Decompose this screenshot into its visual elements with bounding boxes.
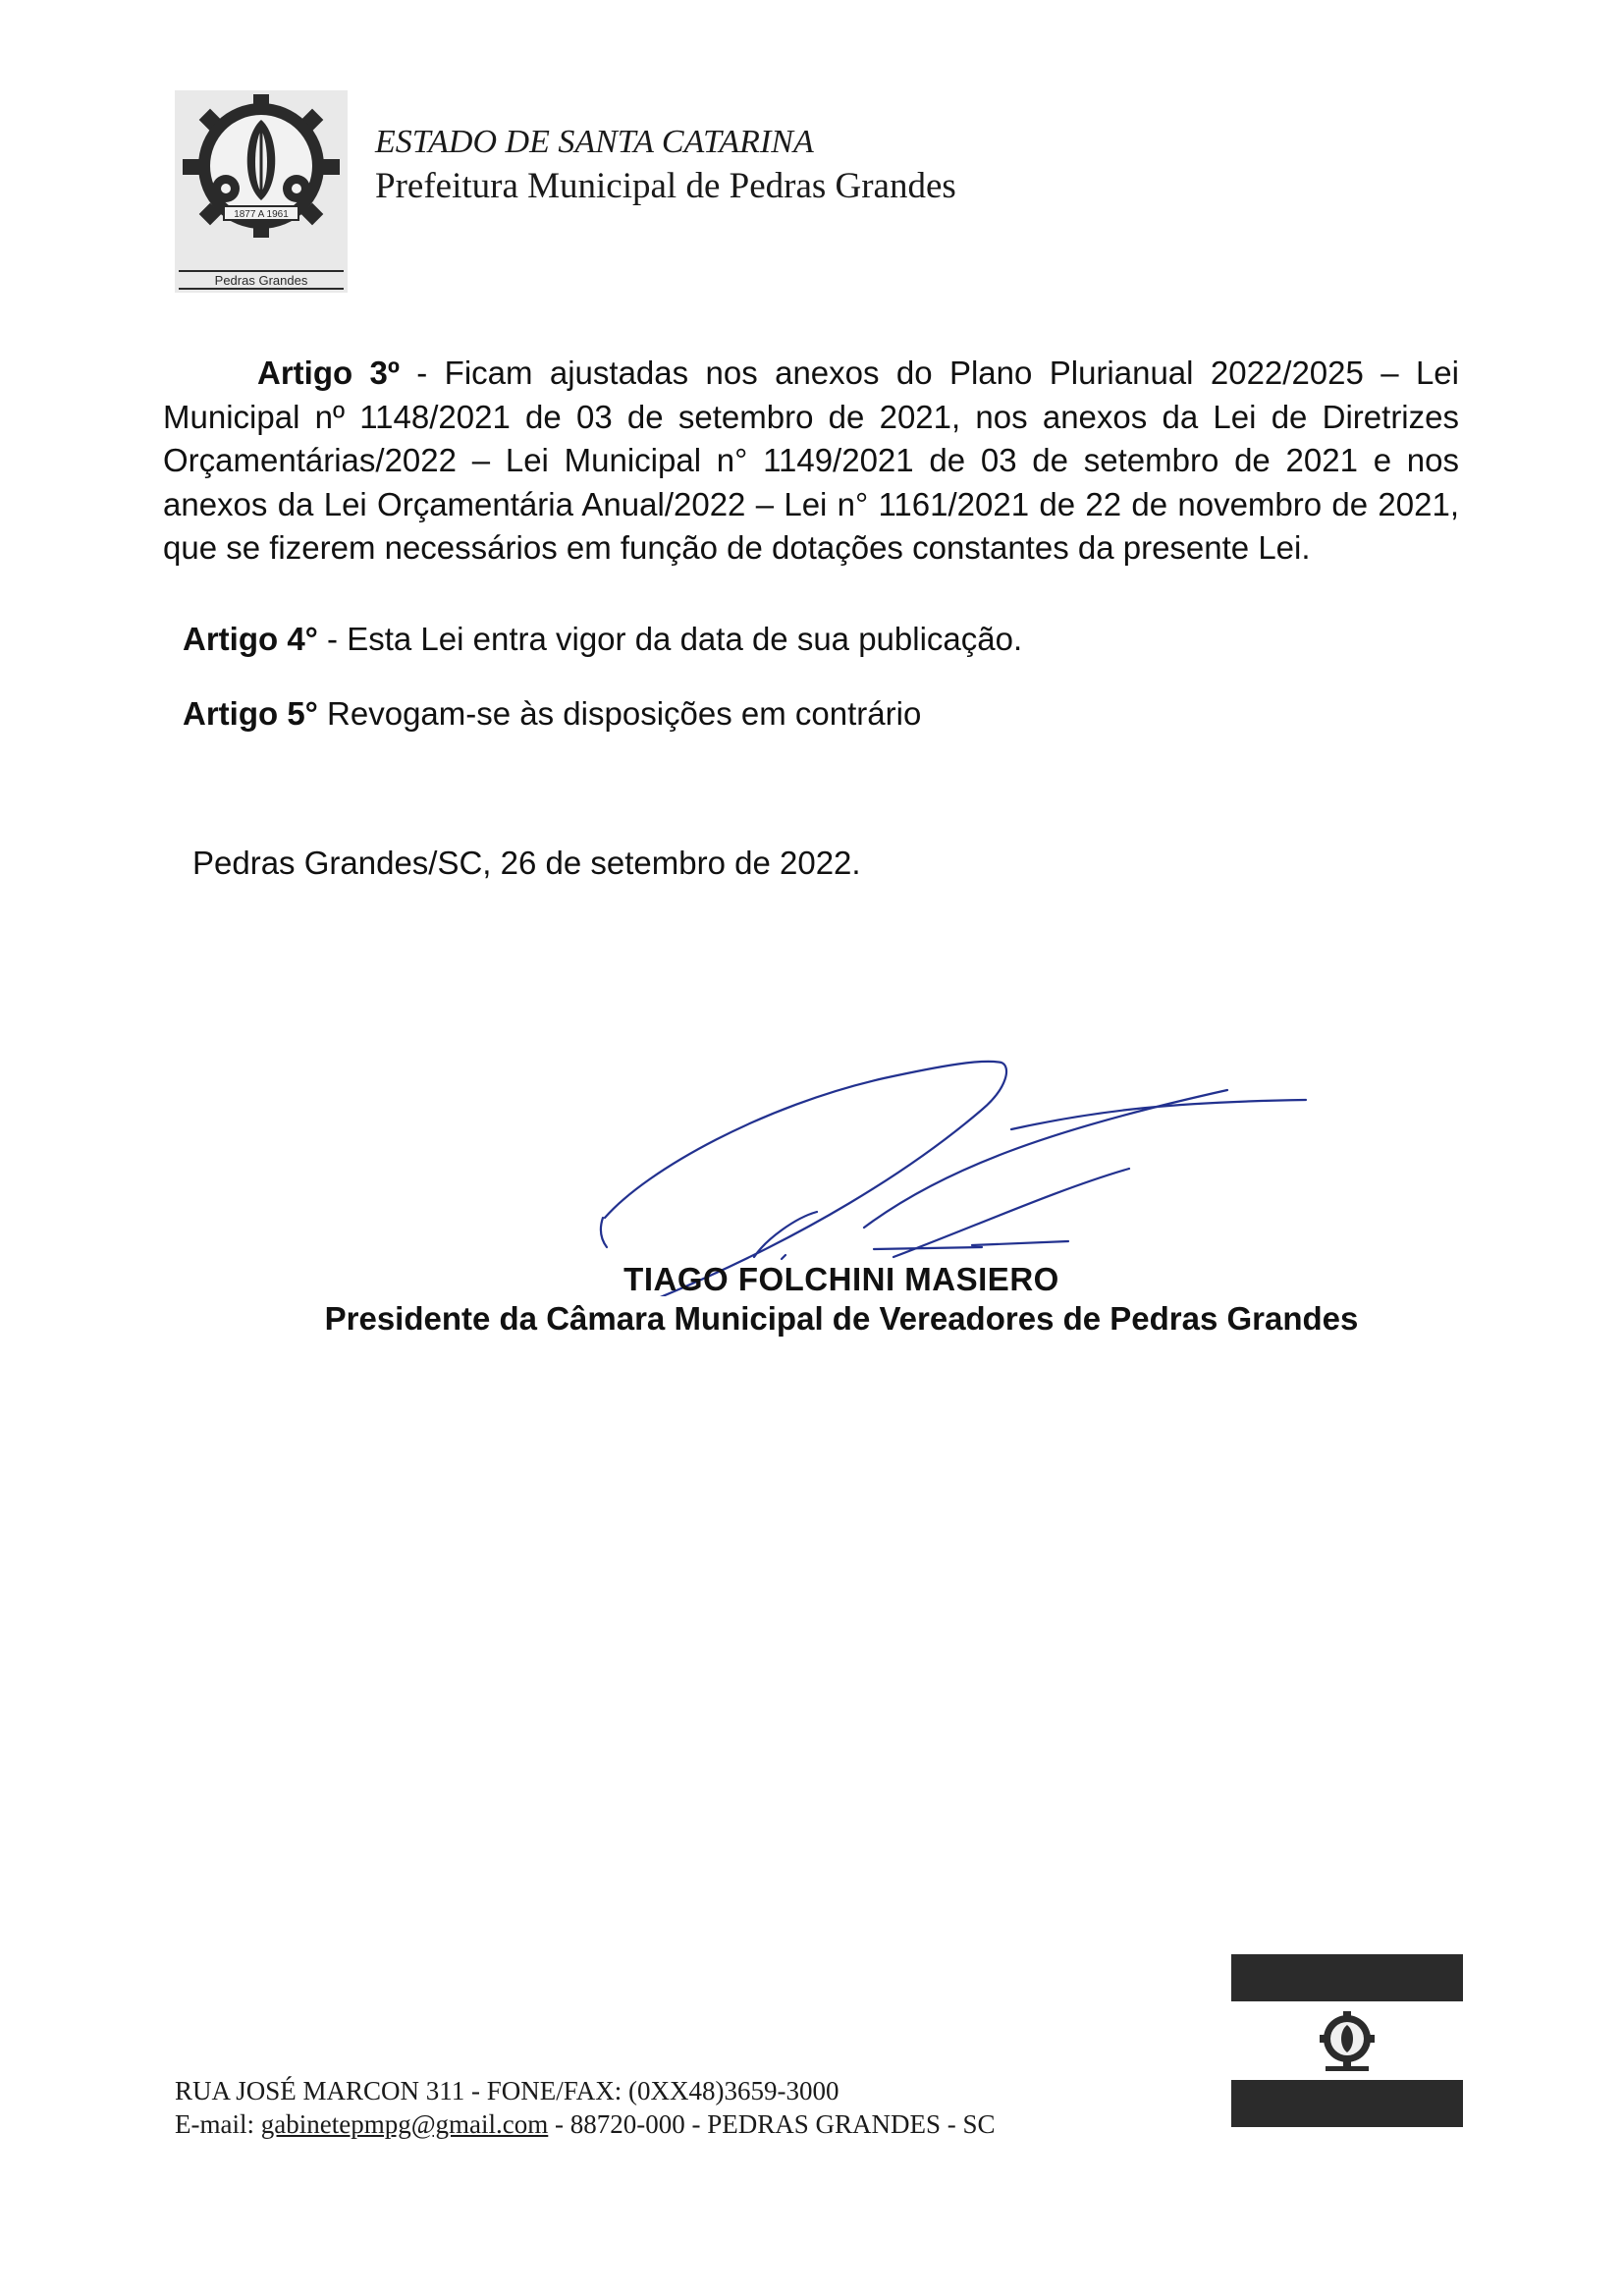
municipal-seal-badge-icon bbox=[1231, 1954, 1463, 2127]
signer-title: Presidente da Câmara Municipal de Vereadores de Pedras Grandes bbox=[324, 1300, 1359, 1337]
emblem-caption: Pedras Grandes bbox=[214, 273, 308, 288]
article-3 bbox=[163, 352, 1459, 571]
article-3-label: Artigo 3º bbox=[257, 355, 400, 391]
footer-address: RUA JOSÉ MARCON 311 - FONE/FAX: (0XX48)3659-3000 bbox=[175, 2076, 839, 2105]
municipal-coat-of-arms-icon bbox=[175, 90, 348, 293]
article-3-text: - Ficam ajustadas nos anexos do Plano Plurianual 2022/2025 – Lei Municipal nº 1148/2021 de 03 de setembro de 2021, nos anexos da Lei de Diretrizes Orçamentárias/2022 – Lei Municipal n° 1149/2021 de 03 de setembro de 2021 e nos anexos da Lei Orçamentária Anual/2022 – Lei n° 1161/2021 de 22 de novembro de 2021, que se fizerem necessários em função de dotações constantes da presente Lei. bbox=[163, 355, 1459, 566]
handwritten-signature bbox=[589, 1011, 1316, 1296]
emblem-years: 1877 A 1961 bbox=[234, 209, 289, 220]
footer-email-label: E-mail: bbox=[175, 2109, 261, 2139]
header-state: ESTADO DE SANTA CATARINA bbox=[375, 124, 814, 160]
article-4-text: - Esta Lei entra vigor da data de sua publicação. bbox=[317, 621, 1023, 657]
footer-contact bbox=[175, 2109, 996, 2140]
footer-email-link[interactable]: gabinetepmpg@gmail.com bbox=[260, 2109, 549, 2139]
article-4 bbox=[183, 621, 1022, 658]
article-5-label: Artigo 5° bbox=[183, 695, 318, 732]
header-prefeitura: Prefeitura Municipal de Pedras Grandes bbox=[375, 166, 956, 206]
article-5-text: Revogam-se às disposições em contrário bbox=[317, 695, 922, 732]
date-line: Pedras Grandes/SC, 26 de setembro de 2022. bbox=[192, 845, 861, 881]
footer-email-suffix: - 88720-000 - PEDRAS GRANDES - SC bbox=[548, 2109, 996, 2139]
article-4-label: Artigo 4° bbox=[183, 621, 318, 657]
signer-name: TIAGO FOLCHINI MASIERO bbox=[623, 1261, 1059, 1297]
article-5 bbox=[183, 695, 921, 733]
